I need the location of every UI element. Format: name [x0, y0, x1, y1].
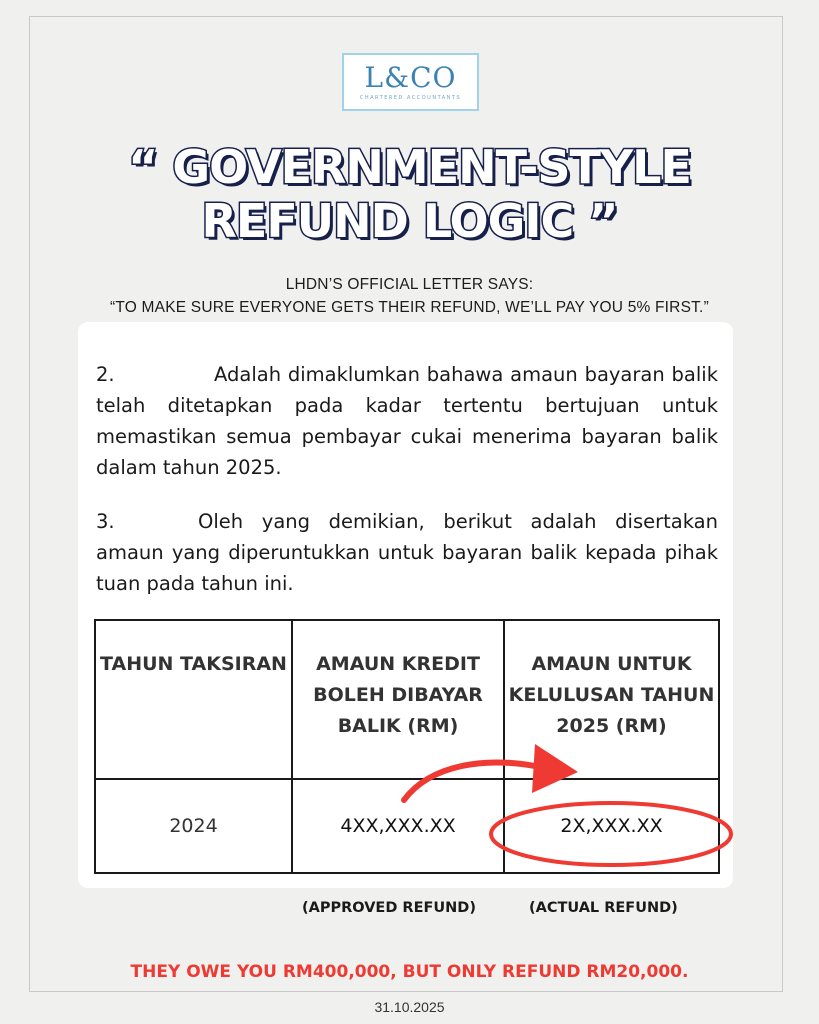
- logo-subtitle: CHARTERED ACCOUNTANTS: [359, 95, 462, 101]
- paragraph-number: 2.: [96, 363, 115, 386]
- header-amaun-kelulusan: [504, 620, 719, 779]
- footer-message: THEY OWE YOU RM400,000, BUT ONLY REFUND RM20,000.: [130, 962, 689, 982]
- cell-approved-amount: 4XX,XXX.XX: [292, 779, 504, 873]
- intro-line-1: LHDN’S OFFICIAL LETTER SAYS:: [285, 276, 534, 293]
- headline-line-2: REFUND LOGIC ”: [201, 194, 618, 248]
- post-date: 31.10.2025: [374, 999, 445, 1015]
- table-row: [95, 779, 719, 873]
- paragraph-text: Oleh yang demikian, berikut adalah disertakan amaun yang diperuntukkan untuk bayaran balik kepada pihak tuan pada tahun ini.: [96, 510, 718, 595]
- header-label: AMAUN KREDIT BOLEH DIBAYAR BALIK (RM): [313, 653, 483, 737]
- header-tahun-taksiran: [95, 620, 292, 779]
- cell-year: 2024: [95, 779, 292, 873]
- actual-refund-caption: (ACTUAL REFUND): [529, 900, 678, 916]
- intro-line-2: “TO MAKE SURE EVERYONE GETS THEIR REFUND, WE’LL PAY YOU 5% FIRST.”: [110, 299, 709, 316]
- headline-line-1: “ GOVERNMENT-STYLE: [128, 140, 691, 194]
- header-label: AMAUN UNTUK KELULUSAN TAHUN 2025 (RM): [508, 653, 715, 737]
- header-amaun-kredit: [292, 620, 504, 779]
- paragraph-number: 3.: [96, 510, 115, 533]
- letter-paragraph-3: [96, 506, 718, 599]
- refund-table: [94, 619, 720, 874]
- table-header-row: [95, 620, 719, 779]
- company-logo: [342, 53, 479, 111]
- letter-paragraph-2: [96, 359, 718, 483]
- paragraph-text: Adalah dimaklumkan bahawa amaun bayaran balik telah ditetapkan pada kadar tertentu bertujuan untuk memastikan semua pembayar cukai menerima bayaran balik dalam tahun 2025.: [96, 363, 718, 479]
- logo-mark: L&CO: [364, 61, 457, 94]
- header-label: TAHUN TAKSIRAN: [100, 653, 287, 675]
- approved-refund-caption: (APPROVED REFUND): [302, 900, 476, 916]
- cell-actual-amount: 2X,XXX.XX: [504, 779, 719, 873]
